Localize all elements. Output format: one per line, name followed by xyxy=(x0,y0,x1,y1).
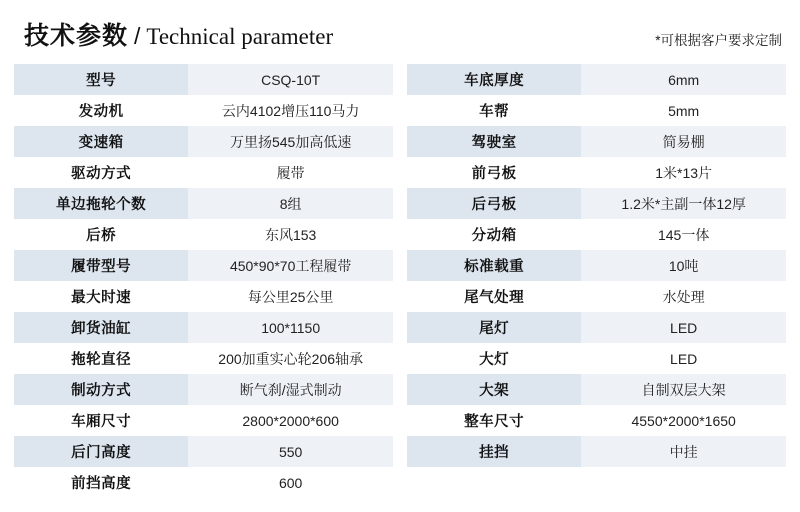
table-row xyxy=(14,467,393,498)
spec-value: 6mm xyxy=(581,64,786,95)
customization-note: *可根据客户要求定制 xyxy=(655,33,782,48)
table-row xyxy=(407,250,786,281)
table-row xyxy=(407,126,786,157)
spec-label: 拖轮直径 xyxy=(14,343,188,374)
spec-value: 600 xyxy=(188,467,393,498)
table-row xyxy=(407,343,786,374)
spec-label: 后桥 xyxy=(14,219,188,250)
spec-value: 550 xyxy=(188,436,393,467)
table-row xyxy=(14,374,393,405)
title-separator: / xyxy=(134,23,141,49)
spec-label: 驱动方式 xyxy=(14,157,188,188)
spec-value: 万里扬545加高低速 xyxy=(188,126,393,157)
spec-label: 发动机 xyxy=(14,95,188,126)
table-row xyxy=(407,157,786,188)
spec-label: 大灯 xyxy=(407,343,581,374)
table-row xyxy=(14,126,393,157)
table-row xyxy=(407,436,786,467)
spec-value: CSQ-10T xyxy=(188,64,393,95)
spec-value: 水处理 xyxy=(581,281,786,312)
spec-value: 简易棚 xyxy=(581,126,786,157)
spec-value: LED xyxy=(581,312,786,343)
page-header xyxy=(14,10,786,52)
spec-value: 200加重实心轮206轴承 xyxy=(188,343,393,374)
spec-value: 4550*2000*1650 xyxy=(581,405,786,436)
table-row xyxy=(407,281,786,312)
spec-value: 云内4102增压110马力 xyxy=(188,95,393,126)
spec-label: 大架 xyxy=(407,374,581,405)
spec-label: 车厢尺寸 xyxy=(14,405,188,436)
spec-tables xyxy=(14,64,786,498)
spec-value: 5mm xyxy=(581,95,786,126)
table-row xyxy=(407,374,786,405)
table-row xyxy=(407,188,786,219)
spec-value: 145一体 xyxy=(581,219,786,250)
table-row xyxy=(14,312,393,343)
spec-value: 自制双层大架 xyxy=(581,374,786,405)
spec-label: 整车尺寸 xyxy=(407,405,581,436)
spec-label: 前挡高度 xyxy=(14,467,188,498)
table-row xyxy=(14,219,393,250)
spec-label: 变速箱 xyxy=(14,126,188,157)
table-row xyxy=(407,219,786,250)
spec-value: 450*90*70工程履带 xyxy=(188,250,393,281)
spec-label: 挂挡 xyxy=(407,436,581,467)
table-row xyxy=(14,95,393,126)
spec-label: 卸货油缸 xyxy=(14,312,188,343)
spec-label: 履带型号 xyxy=(14,250,188,281)
spec-value: 断气刹/湿式制动 xyxy=(188,374,393,405)
spec-value: 中挂 xyxy=(581,436,786,467)
right-spec-table xyxy=(407,64,786,498)
table-row xyxy=(14,281,393,312)
spec-label: 前弓板 xyxy=(407,157,581,188)
spec-value: 2800*2000*600 xyxy=(188,405,393,436)
spec-label: 型号 xyxy=(14,64,188,95)
left-spec-table xyxy=(14,64,393,498)
table-row xyxy=(407,405,786,436)
page-title-en: Technical parameter xyxy=(146,24,334,49)
spec-value: 100*1150 xyxy=(188,312,393,343)
page-title xyxy=(24,16,333,52)
spec-value: 1米*13片 xyxy=(581,157,786,188)
spec-label: 分动箱 xyxy=(407,219,581,250)
table-row xyxy=(14,343,393,374)
spec-label: 驾驶室 xyxy=(407,126,581,157)
table-row xyxy=(14,405,393,436)
table-row xyxy=(14,250,393,281)
spec-value: 东风153 xyxy=(188,219,393,250)
spec-label: 车底厚度 xyxy=(407,64,581,95)
spec-value: 履带 xyxy=(188,157,393,188)
spec-label: 尾气处理 xyxy=(407,281,581,312)
table-row xyxy=(407,64,786,95)
spec-label: 车帮 xyxy=(407,95,581,126)
spec-value: 每公里25公里 xyxy=(188,281,393,312)
table-row xyxy=(14,188,393,219)
table-row xyxy=(14,157,393,188)
spec-value: LED xyxy=(581,343,786,374)
spec-label: 最大时速 xyxy=(14,281,188,312)
spec-label: 制动方式 xyxy=(14,374,188,405)
table-row xyxy=(407,312,786,343)
table-row xyxy=(407,95,786,126)
table-row xyxy=(14,64,393,95)
page-title-cn: 技术参数 xyxy=(24,22,129,50)
spec-label: 后弓板 xyxy=(407,188,581,219)
table-row xyxy=(14,436,393,467)
spec-label: 尾灯 xyxy=(407,312,581,343)
spec-label: 单边拖轮个数 xyxy=(14,188,188,219)
spec-value: 10吨 xyxy=(581,250,786,281)
spec-value: 8组 xyxy=(188,188,393,219)
spec-value: 1.2米*主副一体12厚 xyxy=(581,188,786,219)
spec-label: 后门高度 xyxy=(14,436,188,467)
spec-label: 标准载重 xyxy=(407,250,581,281)
